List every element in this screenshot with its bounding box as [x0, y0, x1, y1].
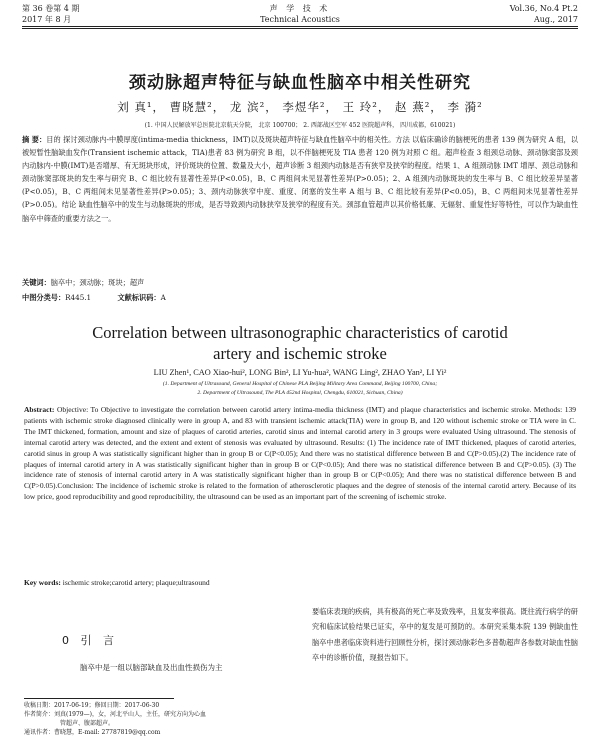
footnote-received: 收稿日期：2017-06-19；修回日期：2017-06-30	[24, 702, 160, 709]
chinese-keywords-text: 脑卒中；颈动脉；斑块；超声	[50, 278, 145, 287]
journal-volume: 第 36 卷第 4 期	[22, 4, 80, 13]
english-keywords-label: Key words:	[24, 578, 61, 587]
english-authors: LIU Zhen¹, CAO Xiao-hui², LONG Bin², LI Yu-hua², WANG Ling², ZHAO Yan², LI Yi²	[153, 368, 447, 377]
english-keywords-text: ischemic stroke;carotid artery; plaque;ultrasound	[62, 578, 210, 587]
clc-label: 中图分类号：	[22, 293, 66, 302]
footnote-author-intro: 作者简介：刘真(1979—)，女，河北平山人，主任，研究方向为心血	[24, 711, 206, 718]
english-keywords	[24, 578, 210, 587]
section-heading-introduction: 0 引 言	[62, 634, 118, 647]
journal-date-en: Aug., 2017	[533, 15, 578, 24]
english-title	[0, 322, 600, 364]
header-rule-double	[22, 28, 578, 29]
chinese-abstract	[22, 133, 578, 225]
classification-line	[22, 293, 190, 303]
journal-name-cn: 声 学 技 术	[269, 4, 331, 13]
chinese-title: 颈动脉超声特征与缺血性脑卒中相关性研究	[129, 73, 471, 93]
english-affiliation-1: (1. Department of Ultrasound, General Hospital of Chinese PLA Beijing Military Area Command, Beijing 100700, China;	[162, 381, 438, 387]
header-rule	[22, 26, 578, 27]
journal-date: 2017 年 8 月	[22, 15, 72, 24]
english-title-line2: artery and ischemic stroke	[213, 344, 387, 363]
english-abstract	[24, 405, 576, 503]
chinese-keywords	[22, 277, 144, 289]
english-abstract-text: Objective: To Objective to investigate the correlation between carotid artery intima-media thickness (IMT) and plaque characteristics and ischemic stroke. Methods: 139 patients with ischemic stroke diagnosed clinically were in group A, and 83 with transient ischemic attack(TIA) were in group B, and 120 without ischemic stroke or TIA were in C. The IMT thickened, formation, amount and size of plaques of carotid arteries, carotid sinus and internal carotid artery in 3 groups were evaluated Using ultrasound. The stenosis of internal carotid artery was detected, and the extent and extent of stenosis was evaluated by ultrasound. Results: (1) The incidence rate of IMT thickened, plaques of carotid arteries, carotid sinus in group A was statistically significant higher than in group B or C(P<0.05); And there was no statistical difference between B and C(P>0.05).(2) The incidence rate of plaques of internal carotid artery in A was statistically significant higher than in group B or C(P<0.05); And there was no statistical difference between B and C(P>0.05). (3) The incidence rate of stenosis of internal carotid artery in A was statistically significant higher than in group B or C(P<0.05); And there was no statistical difference between B and C(P>0.05).Conclusion: The incidence of ischemic stroke is related to the formation of atherosclerotic plaques and the degree of stenosis of the internal carotid artery. Because of its low price, good reproducibility and good reproducibility, the ultrasound can be used as an important part of the screening of ischemic stroke.	[24, 405, 576, 502]
chinese-abstract-label: 摘 要：	[22, 135, 47, 144]
body-left-column: 脑卒中是一组以脑部缺血及出血性损伤为主	[80, 663, 223, 672]
english-title-line1: Correlation between ultrasonographic characteristics of carotid	[92, 323, 508, 342]
doc-code-label: 文献标识码：	[117, 293, 161, 302]
doc-code-value: A	[160, 293, 166, 302]
footnote-rule	[24, 698, 174, 699]
footnote-author-intro-cont: 管超声、腹部超声。	[60, 720, 115, 727]
english-abstract-label: Abstract:	[24, 405, 55, 414]
journal-volume-en: Vol.36, No.4 Pt.2	[509, 4, 578, 13]
body-right-column: 要临床表现的疾病，具有极高的死亡率及致残率，且复发率很高。既往流行病学的研究和临床试验结果已证实，卒中的复发是可预防的。本研究采集本院 139 例缺血性脑卒中患者临床资料进行回顾性分析，探讨颈动脉彩色多普勒超声各参数对缺血性脑卒中的诊断价值，现报告如下。	[312, 607, 578, 662]
chinese-affiliation: (1. 中国人民解放军总医院北京航天分院， 北京 100700； 2. 西部战区空军 452 医院超声科， 四川成都，610021)	[144, 122, 456, 129]
clc-value: R445.1	[65, 293, 92, 302]
chinese-keywords-label: 关键词：	[22, 278, 51, 287]
footnote-corresponding: 通讯作者：曹晓慧，E-mail: 27787819@qq.com	[24, 729, 161, 736]
english-affiliation-2: 2. Department of Ultrasound, The PLA 452nd Hospital, Chengdu, 610021, Sichuan, China)	[197, 390, 403, 396]
journal-name-en: Technical Acoustics	[260, 15, 340, 24]
chinese-authors: 刘 真¹， 曹晓慧²， 龙 滨²， 李煜华²， 王 玲²， 赵 燕²， 李 漪²	[117, 100, 483, 114]
chinese-abstract-text: 目的 探讨颈动脉内-中膜厚度(intima-media thickness，IMT)以及斑块超声特征与缺血性脑卒中的相关性。方法 以临床确诊的脑梗死的患者 139 例为研究 A 组，以被短暂性脑缺血发作(Transient ischemic attack，TIA)患者 83 例为研究 B 组，以不伴脑梗死及 TIA 患者 120 例为对照 C 组。超声检查 3 组颈总动脉、颈动脉窦部及颈内动脉内-中膜(IMT)是否增厚、有无斑块形成，评价斑块的位置、数量及大小，超声诊断 3 组颈内动脉是否有狭窄及狭窄的程度。结果 1、A 组颈动脉 IMT 增厚、颈总动脉和颈动脉窦部斑块的发生率与研究 B、C 组比较有显著性差异(P<0.05)，B、C 两组间未见显著性差异(P>0.05)；2、A 组颈内动脉斑块的发生率与 B、C 组比较差异显著(P<0.05)，B、C 两组间未见显著性差异(P>0.05)；3、颈内动脉狭窄中度、重度、闭塞的发生率 A 组与 B、C 组比较有差异(P<0.05)，B、C 两组间未见显著性差异(P>0.05)。结论 缺血性脑卒中的发生与动脉斑块的形成，是否导致颈内动脉狭窄及狭窄的程度有关。颈部血管超声以其价格低廉、无辐射、重复性好等特性，可以作为缺血性脑卒中筛查的重要方法之一。	[22, 135, 578, 223]
